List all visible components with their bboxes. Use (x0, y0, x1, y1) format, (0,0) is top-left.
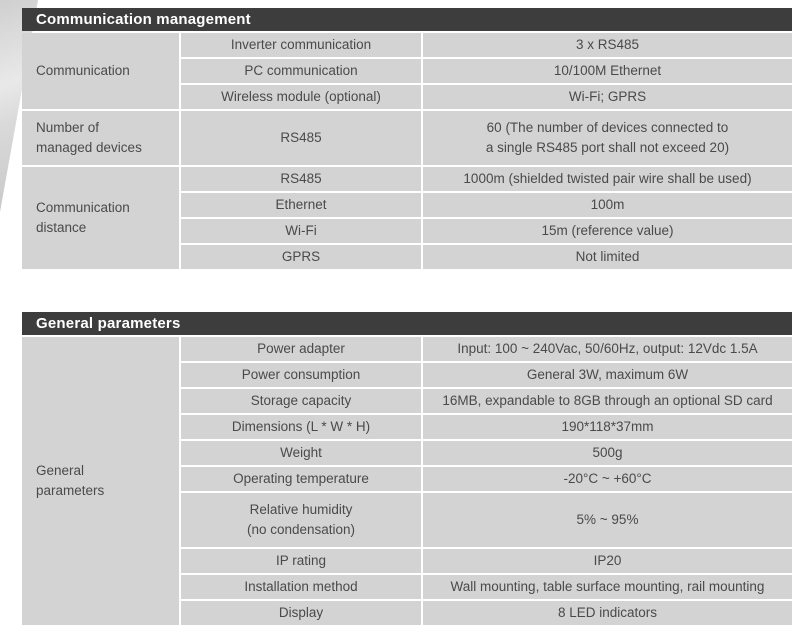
value-cell (423, 441, 792, 465)
parameter-cell (181, 415, 421, 439)
value-cell (423, 59, 792, 83)
cell-line: 1000m (shielded twisted pair wire shall be used) (463, 170, 752, 186)
cell-line: IP rating (275, 552, 327, 568)
parameter-cell (181, 441, 421, 465)
cell-line: Display (278, 604, 324, 620)
table-body (22, 337, 792, 625)
category-cell (22, 111, 179, 165)
cell-line: General (36, 462, 85, 478)
cell-line: Wi-Fi; GPRS (568, 88, 647, 104)
parameter-cell (181, 549, 421, 573)
cell-line: Installation method (244, 578, 358, 594)
parameter-cell (181, 33, 421, 57)
cell-line: Ethernet (275, 196, 327, 212)
cell-line: GPRS (281, 248, 321, 264)
parameter-cell (181, 85, 421, 109)
table-title: Communication management (22, 8, 792, 31)
cell-line: RS485 (280, 129, 322, 145)
cell-line: IP20 (593, 552, 622, 568)
value-cell (423, 601, 792, 625)
value-cell (423, 493, 792, 547)
cell-line: 60 (The number of devices connected to (486, 119, 729, 135)
cell-line: Power consumption (241, 366, 361, 382)
cell-line: Inverter communication (230, 36, 372, 52)
table-title: General parameters (22, 312, 792, 335)
value-cell (423, 467, 792, 491)
cell-line: 16MB, expandable to 8GB through an optional SD card (442, 392, 773, 408)
cell-line: Input: 100 ~ 240Vac, 50/60Hz, output: 12Vdc 1.5A (457, 340, 758, 356)
parameter-cell (181, 245, 421, 269)
cell-line: (no condensation) (246, 522, 356, 537)
parameter-cell (181, 337, 421, 361)
cell-line: General 3W, maximum 6W (526, 366, 689, 382)
cell-line: Number of (36, 119, 100, 135)
value-cell (423, 337, 792, 361)
parameter-cell (181, 219, 421, 243)
category-cell (22, 33, 179, 109)
cell-line: 5% ~ 95% (576, 511, 639, 527)
value-cell (423, 549, 792, 573)
category-cell (22, 167, 179, 269)
value-cell (423, 245, 792, 269)
cell-line: 3 x RS485 (575, 36, 640, 52)
general-parameters-table (22, 312, 792, 625)
value-cell (423, 219, 792, 243)
cell-line: Relative humidity (249, 501, 353, 517)
parameter-cell (181, 167, 421, 191)
parameter-cell (181, 389, 421, 413)
table-body (22, 33, 792, 269)
value-cell (423, 363, 792, 387)
parameter-cell (181, 493, 421, 547)
cell-line: RS485 (280, 170, 322, 186)
value-cell (423, 33, 792, 57)
cell-line: -20°C ~ +60°C (563, 470, 652, 486)
value-cell (423, 111, 792, 165)
value-cell (423, 167, 792, 191)
value-cell (423, 389, 792, 413)
parameter-cell (181, 363, 421, 387)
cell-line: Wireless module (optional) (221, 88, 381, 104)
value-cell (423, 575, 792, 599)
cell-line: Dimensions (L * W * H) (231, 418, 371, 434)
cell-line: 100m (590, 196, 625, 212)
cell-line: 8 LED indicators (557, 604, 658, 620)
cell-line: PC communication (244, 62, 358, 78)
cell-line: Communication (36, 199, 130, 215)
parameter-cell (181, 601, 421, 625)
parameter-cell (181, 575, 421, 599)
parameter-cell (181, 467, 421, 491)
cell-line: 190*118*37mm (561, 418, 654, 434)
cell-line: Not limited (575, 248, 640, 264)
value-cell (423, 193, 792, 217)
cell-line: a single RS485 port shall not exceed 20) (485, 140, 730, 155)
cell-line: 10/100M Ethernet (553, 62, 662, 78)
cell-line: 500g (592, 444, 623, 460)
cell-line: Operating temperature (233, 470, 369, 486)
parameter-cell (181, 59, 421, 83)
cell-line: Communication (36, 62, 130, 78)
parameter-cell (181, 193, 421, 217)
cell-line: Wi-Fi (285, 222, 317, 238)
cell-line: parameters (36, 483, 105, 498)
parameter-cell (181, 111, 421, 165)
cell-line: Wall mounting, table surface mounting, rail mounting (450, 578, 765, 594)
cell-line: distance (36, 220, 87, 235)
cell-line: Storage capacity (250, 392, 352, 408)
value-cell (423, 415, 792, 439)
cell-line: managed devices (36, 140, 142, 155)
cell-line: Weight (280, 444, 322, 460)
category-cell (22, 337, 179, 625)
communication-management-table (22, 8, 792, 269)
cell-line: Power adapter (257, 340, 345, 356)
cell-line: 15m (reference value) (541, 222, 674, 238)
value-cell (423, 85, 792, 109)
